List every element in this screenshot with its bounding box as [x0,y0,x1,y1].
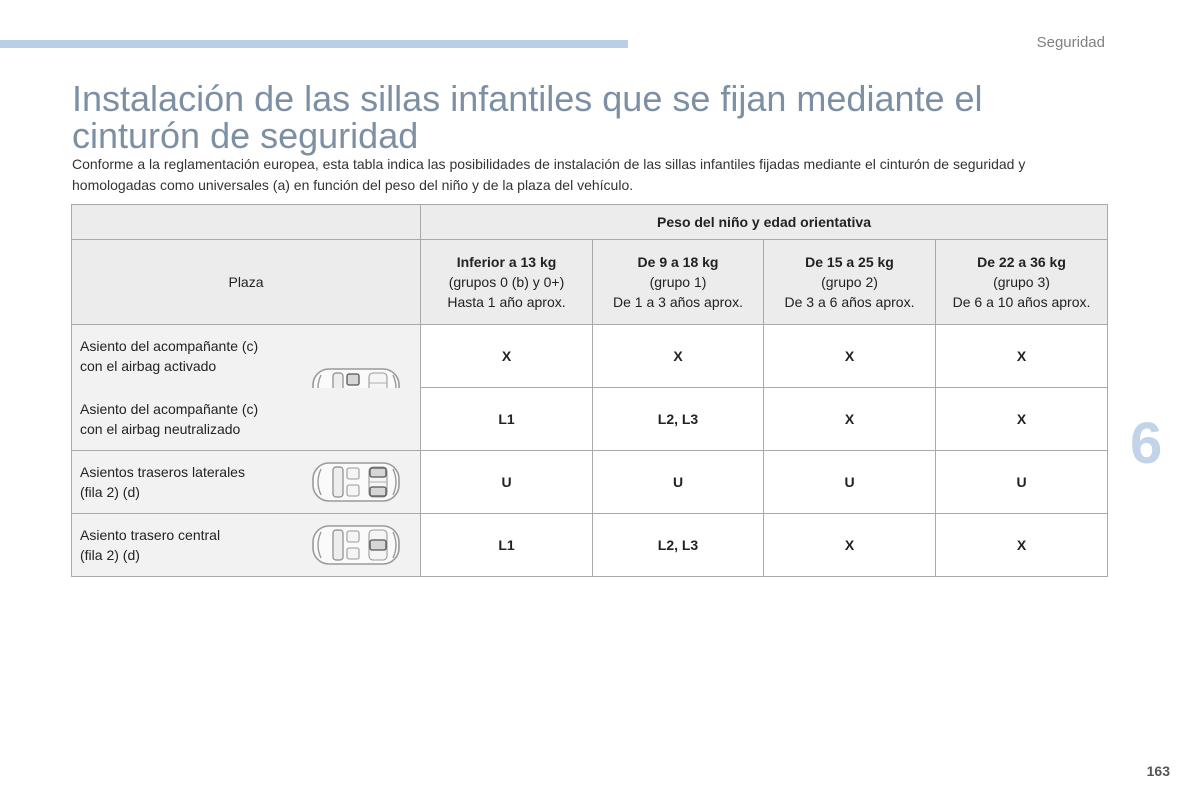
seat-label-line: Asientos traseros laterales [80,464,245,480]
value-cell: L1 [421,514,593,577]
section-label: Seguridad [1036,34,1105,51]
value-cell: X [764,325,936,388]
column-age: De 6 a 10 años aprox. [952,294,1091,310]
table-row [72,514,1108,577]
value-cell: X [764,514,936,577]
header-accent-bar [0,40,628,48]
value-cell: X [593,325,764,388]
seat-label [80,462,300,502]
column-header [593,240,764,325]
column-age: Hasta 1 año aprox. [447,294,566,310]
value-cell: U [936,451,1108,514]
seat-label-line: Asiento trasero central [80,527,221,543]
seat-cell [72,451,421,514]
seat-label [80,399,300,439]
column-age: De 1 a 3 años aprox. [613,294,743,310]
seat-label-line: (fila 2) (d) [80,547,140,563]
column-age: De 3 a 6 años aprox. [784,294,915,310]
chapter-number: 6 [1130,411,1163,476]
weight-group-header-label: Peso del niño y edad orientativa [657,214,871,230]
value-cell: X [936,325,1108,388]
column-weight: Inferior a 13 kg [456,254,557,270]
seat-label-line: Asiento del acompañante (c) [80,338,259,355]
value-cell: X [764,388,936,451]
value-cell: L2, L3 [593,388,764,451]
seat-label-line: Asiento del acompañante (c) [80,400,259,417]
value-cell: U [764,451,936,514]
plaza-header: Plaza [72,240,421,325]
column-header [936,240,1108,325]
seat-label-line: con el airbag activado [80,358,217,375]
table-row [72,388,1108,451]
value-cell: X [936,514,1108,577]
table-row [72,451,1108,514]
table-row [72,325,1108,388]
intro-paragraph: Conforme a la reglamentación europea, esta tabla indica las posibilidades de instalación de las sillas infantiles fijadas mediante el cinturón de seguridad y homologadas como universales (a) en función del peso del niño y de la plaza del vehículo. [72,156,1026,193]
car-rear-center-seat-icon [311,522,403,568]
seat-label [80,525,300,565]
value-cell: L2, L3 [593,514,764,577]
value-cell: L1 [421,388,593,451]
column-group: (grupo 1) [649,274,707,290]
seat-label-line: (fila 2) (d) [80,484,140,500]
car-rear-side-seats-icon [311,459,403,505]
seat-cell [72,325,421,388]
column-weight: De 9 a 18 kg [637,254,719,270]
seat-cell [72,514,421,577]
column-group: (grupo 3) [993,274,1050,290]
value-cell: X [421,325,593,388]
weight-group-header [421,205,1108,240]
page-number: 163 [1146,763,1170,779]
table-corner [72,205,421,240]
child-seat-table [71,204,1108,577]
column-weight: De 22 a 36 kg [977,254,1066,270]
seat-cell [72,388,421,451]
column-group: (grupos 0 (b) y 0+) [448,274,565,290]
value-cell: U [593,451,764,514]
column-group: (grupo 2) [821,274,878,290]
seat-label [80,336,300,376]
seat-label-line: con el airbag neutralizado [80,420,241,437]
column-header [421,240,593,325]
column-header [764,240,936,325]
value-cell: X [936,388,1108,451]
column-weight: De 15 a 25 kg [805,254,894,270]
value-cell: U [421,451,593,514]
page-title: Instalación de las sillas infantiles que se fijan mediante el cinturón de seguridad [72,78,983,156]
